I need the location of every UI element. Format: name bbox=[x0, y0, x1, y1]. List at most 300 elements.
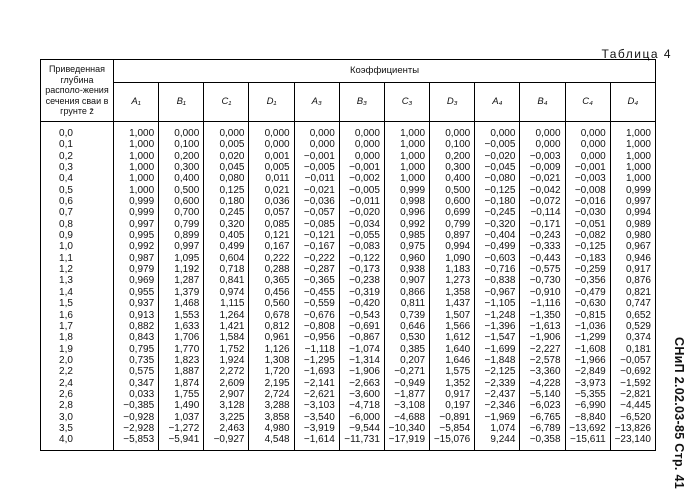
table-row bbox=[41, 196, 656, 207]
coefficient-cell: 0,917 bbox=[610, 264, 655, 275]
coefficient-cell: 0,989 bbox=[610, 219, 655, 230]
coefficient-cell: 0,000 bbox=[520, 139, 565, 150]
coefficient-cell: −0,125 bbox=[565, 241, 610, 252]
coefficient-cell: −0,005 bbox=[475, 139, 520, 150]
coefficient-cell: 0,181 bbox=[610, 344, 655, 355]
table-row bbox=[41, 400, 656, 411]
coefficient-cell: −0,603 bbox=[475, 253, 520, 264]
coefficient-cell: 0,500 bbox=[430, 185, 475, 196]
coefficient-cell: 0,000 bbox=[294, 139, 339, 150]
coefficient-cell: 1,421 bbox=[204, 321, 249, 332]
depth-column-header: Приведенная глубина располо-жения сечения сваи в грунте z̄ bbox=[41, 60, 114, 122]
coefficient-cell: 0,975 bbox=[384, 241, 429, 252]
coefficient-cell: −0,167 bbox=[294, 241, 339, 252]
coefficient-cell: 1,000 bbox=[114, 173, 159, 184]
coefficient-cell: −0,051 bbox=[565, 219, 610, 230]
coefficient-cell: −1,105 bbox=[475, 298, 520, 309]
coefficient-cell: 0,987 bbox=[114, 253, 159, 264]
coefficient-cell: 0,735 bbox=[114, 355, 159, 366]
coefficient-cell: 1,646 bbox=[430, 355, 475, 366]
coefficient-cell: 1,287 bbox=[159, 275, 204, 286]
column-header: A₁ bbox=[114, 83, 159, 122]
coefficient-cell: −0,271 bbox=[384, 366, 429, 377]
coefficient-cell: −2,227 bbox=[520, 344, 565, 355]
depth-cell: 0,7 bbox=[41, 207, 114, 218]
coefficient-cell: −0,001 bbox=[294, 151, 339, 162]
coefficient-cell: 0,125 bbox=[204, 185, 249, 196]
depth-cell: 3,0 bbox=[41, 412, 114, 423]
coefficient-cell: 0,200 bbox=[159, 151, 204, 162]
coefficient-cell: 0,994 bbox=[610, 207, 655, 218]
depth-cell: 2,0 bbox=[41, 355, 114, 366]
depth-cell: 2,4 bbox=[41, 378, 114, 389]
coefficient-cell: 1,000 bbox=[384, 151, 429, 162]
coefficient-cell: −0,080 bbox=[475, 173, 520, 184]
coefficient-cell: 0,245 bbox=[204, 207, 249, 218]
coefficient-cell: 1,000 bbox=[384, 122, 429, 140]
coefficient-cell: 0,499 bbox=[204, 241, 249, 252]
coefficient-cell: 1,000 bbox=[114, 162, 159, 173]
coefficient-cell: −0,259 bbox=[565, 264, 610, 275]
coefficient-cell: −0,171 bbox=[520, 219, 565, 230]
coefficient-cell: 9,244 bbox=[475, 434, 520, 450]
coefficient-cell: 1,566 bbox=[430, 321, 475, 332]
coefficient-cell: 0,604 bbox=[204, 253, 249, 264]
coefficient-cell: −0,055 bbox=[339, 230, 384, 241]
table-row bbox=[41, 241, 656, 252]
table-row bbox=[41, 287, 656, 298]
coefficient-cell: −15,076 bbox=[430, 434, 475, 450]
depth-cell: 2,6 bbox=[41, 389, 114, 400]
coefficient-cell: 1,000 bbox=[610, 151, 655, 162]
depth-cell: 0,3 bbox=[41, 162, 114, 173]
coefficient-cell: −5,854 bbox=[430, 423, 475, 434]
coefficient-cell: 0,385 bbox=[384, 344, 429, 355]
coefficient-cell: 0,036 bbox=[249, 196, 294, 207]
table-row bbox=[41, 355, 656, 366]
coefficient-cell: −0,543 bbox=[339, 310, 384, 321]
table-row bbox=[41, 173, 656, 184]
coefficient-cell: 0,955 bbox=[114, 287, 159, 298]
coefficient-cell: 0,600 bbox=[159, 196, 204, 207]
coefficient-cell: 0,033 bbox=[114, 389, 159, 400]
coefficient-cell: 0,999 bbox=[384, 185, 429, 196]
coefficient-cell: −0,956 bbox=[294, 332, 339, 343]
document-reference: СНиП 2.02.03-85 Стр. 41 bbox=[672, 336, 686, 489]
coefficient-cell: −0,243 bbox=[520, 230, 565, 241]
coefficient-cell: −2,578 bbox=[520, 355, 565, 366]
coefficient-cell: −2,621 bbox=[294, 389, 339, 400]
coefficient-cell: −3,540 bbox=[294, 412, 339, 423]
coefficient-cell: 0,699 bbox=[430, 207, 475, 218]
coefficient-cell: −2,141 bbox=[294, 378, 339, 389]
coefficient-cell: 1,308 bbox=[249, 355, 294, 366]
coefficient-cell: −0,867 bbox=[339, 332, 384, 343]
table-row bbox=[41, 378, 656, 389]
depth-cell: 0,2 bbox=[41, 151, 114, 162]
coefficient-cell: −0,016 bbox=[565, 196, 610, 207]
coefficient-cell: 1,000 bbox=[384, 162, 429, 173]
coefficient-cell: 1,584 bbox=[204, 332, 249, 343]
coefficient-cell: 2,463 bbox=[204, 423, 249, 434]
coefficient-cell: −1,314 bbox=[339, 355, 384, 366]
table-row bbox=[41, 344, 656, 355]
coefficient-cell: 3,128 bbox=[204, 400, 249, 411]
coefficient-cell: 1,000 bbox=[384, 139, 429, 150]
table-row bbox=[41, 321, 656, 332]
coefficient-cell: 0,560 bbox=[249, 298, 294, 309]
coefficient-cell: −0,238 bbox=[339, 275, 384, 286]
depth-cell: 4,0 bbox=[41, 434, 114, 450]
coefficient-cell: 0,529 bbox=[610, 321, 655, 332]
coefficient-cell: 3,858 bbox=[249, 412, 294, 423]
table-row bbox=[41, 298, 656, 309]
depth-cell: 1,0 bbox=[41, 241, 114, 252]
coefficient-cell: 1,924 bbox=[204, 355, 249, 366]
table-row bbox=[41, 423, 656, 434]
coefficient-cell: −1,299 bbox=[565, 332, 610, 343]
coefficient-cell: −5,941 bbox=[159, 434, 204, 450]
coefficient-cell: −5,140 bbox=[520, 389, 565, 400]
coefficient-cell: 1,437 bbox=[430, 298, 475, 309]
coefficient-cell: −4,718 bbox=[339, 400, 384, 411]
depth-cell: 0,1 bbox=[41, 139, 114, 150]
coefficient-cell: −0,003 bbox=[565, 173, 610, 184]
coefficient-columns-header-row bbox=[41, 83, 656, 122]
coefficient-cell: 0,045 bbox=[204, 162, 249, 173]
coefficient-cell: 0,500 bbox=[159, 185, 204, 196]
coefficient-cell: 2,724 bbox=[249, 389, 294, 400]
coefficient-cell: 3,225 bbox=[204, 412, 249, 423]
coefficient-cell: −0,716 bbox=[475, 264, 520, 275]
coefficient-cell: 0,000 bbox=[339, 151, 384, 162]
depth-cell: 0,0 bbox=[41, 122, 114, 140]
coefficient-cell: 0,747 bbox=[610, 298, 655, 309]
table-body bbox=[41, 122, 656, 451]
coefficient-cell: −0,559 bbox=[294, 298, 339, 309]
coefficient-cell: 0,000 bbox=[430, 122, 475, 140]
coefficient-cell: 0,961 bbox=[249, 332, 294, 343]
depth-cell: 1,9 bbox=[41, 344, 114, 355]
coefficient-cell: 0,995 bbox=[114, 230, 159, 241]
column-header: C₄ bbox=[565, 83, 610, 122]
coefficient-cell: 0,997 bbox=[114, 219, 159, 230]
depth-cell: 3,5 bbox=[41, 423, 114, 434]
coefficient-cell: −0,011 bbox=[339, 196, 384, 207]
coefficient-cell: −0,455 bbox=[294, 287, 339, 298]
coefficient-cell: 4,980 bbox=[249, 423, 294, 434]
table-row bbox=[41, 219, 656, 230]
coefficient-cell: −11,731 bbox=[339, 434, 384, 450]
coefficient-cell: −0,008 bbox=[565, 185, 610, 196]
coefficient-cell: 0,841 bbox=[204, 275, 249, 286]
coefficient-cell: 0,946 bbox=[610, 253, 655, 264]
table-row bbox=[41, 185, 656, 196]
coefficient-cell: −1,396 bbox=[475, 321, 520, 332]
coefficient-cell: −0,083 bbox=[339, 241, 384, 252]
coefficient-cell: −1,248 bbox=[475, 310, 520, 321]
coefficient-cell: 0,530 bbox=[384, 332, 429, 343]
coefficient-cell: −0,443 bbox=[520, 253, 565, 264]
coefficient-cell: 0,005 bbox=[249, 162, 294, 173]
coefficient-cell: −0,838 bbox=[475, 275, 520, 286]
coefficient-cell: 2,195 bbox=[249, 378, 294, 389]
depth-cell: 1,7 bbox=[41, 321, 114, 332]
coefficient-cell: −0,222 bbox=[294, 253, 339, 264]
table-row bbox=[41, 122, 656, 140]
coefficient-cell: −3,973 bbox=[565, 378, 610, 389]
coefficient-cell: 0,960 bbox=[384, 253, 429, 264]
coefficient-cell: −0,020 bbox=[339, 207, 384, 218]
table-row bbox=[41, 275, 656, 286]
coefficient-cell: 0,456 bbox=[249, 287, 294, 298]
depth-cell: 0,5 bbox=[41, 185, 114, 196]
coefficient-cell: 0,200 bbox=[430, 151, 475, 162]
coefficient-cell: 1,090 bbox=[430, 253, 475, 264]
coefficient-cell: −3,360 bbox=[520, 366, 565, 377]
coefficient-cell: −0,692 bbox=[610, 366, 655, 377]
coefficient-cell: 1,755 bbox=[159, 389, 204, 400]
coefficient-cell: 1,074 bbox=[475, 423, 520, 434]
table-row bbox=[41, 389, 656, 400]
coefficient-cell: −0,575 bbox=[520, 264, 565, 275]
depth-cell: 1,2 bbox=[41, 264, 114, 275]
coefficient-cell: −0,333 bbox=[520, 241, 565, 252]
coefficient-cell: −0,009 bbox=[520, 162, 565, 173]
coefficient-cell: 0,811 bbox=[384, 298, 429, 309]
coefficient-cell: −0,180 bbox=[475, 196, 520, 207]
coefficient-cell: −0,085 bbox=[294, 219, 339, 230]
coefficient-cell: 1,553 bbox=[159, 310, 204, 321]
coefficient-cell: 1,037 bbox=[159, 412, 204, 423]
coefficient-cell: −1,295 bbox=[294, 355, 339, 366]
coefficient-cell: 0,300 bbox=[430, 162, 475, 173]
coefficient-cell: 1,115 bbox=[204, 298, 249, 309]
coefficient-cell: −0,125 bbox=[475, 185, 520, 196]
coefficient-cell: −0,365 bbox=[294, 275, 339, 286]
coefficient-cell: 1,095 bbox=[159, 253, 204, 264]
coefficient-cell: 1,358 bbox=[430, 287, 475, 298]
coefficient-cell: −1,116 bbox=[520, 298, 565, 309]
coefficient-cell: −0,927 bbox=[204, 434, 249, 450]
table-row bbox=[41, 207, 656, 218]
coefficient-cell: 1,752 bbox=[204, 344, 249, 355]
coefficient-cell: 4,548 bbox=[249, 434, 294, 450]
table-row bbox=[41, 253, 656, 264]
coefficient-cell: −0,030 bbox=[565, 207, 610, 218]
coefficient-cell: 0,000 bbox=[294, 122, 339, 140]
coefficient-cell: 0,020 bbox=[204, 151, 249, 162]
coefficient-cell: −1,848 bbox=[475, 355, 520, 366]
coefficient-cell: 2,272 bbox=[204, 366, 249, 377]
coefficient-cell: −1,877 bbox=[384, 389, 429, 400]
coefficient-cell: −0,404 bbox=[475, 230, 520, 241]
coefficient-cell: 0,057 bbox=[249, 207, 294, 218]
coefficient-cell: −0,358 bbox=[520, 434, 565, 450]
coefficient-cell: 0,739 bbox=[384, 310, 429, 321]
coefficient-cell: 0,207 bbox=[384, 355, 429, 366]
table-row bbox=[41, 230, 656, 241]
depth-cell: 1,4 bbox=[41, 287, 114, 298]
coefficient-cell: −1,613 bbox=[520, 321, 565, 332]
coefficient-cell: 0,288 bbox=[249, 264, 294, 275]
coefficient-cell: 1,000 bbox=[114, 139, 159, 150]
depth-cell: 0,9 bbox=[41, 230, 114, 241]
coefficient-cell: 0,913 bbox=[114, 310, 159, 321]
coefficient-cell: 3,288 bbox=[249, 400, 294, 411]
coefficient-cell: 2,907 bbox=[204, 389, 249, 400]
coefficient-cell: 0,080 bbox=[204, 173, 249, 184]
coefficients-table bbox=[40, 59, 656, 451]
coefficient-cell: −1,036 bbox=[565, 321, 610, 332]
coefficient-cell: 1,273 bbox=[430, 275, 475, 286]
coefficient-cell: −0,003 bbox=[520, 151, 565, 162]
coefficient-cell: −0,499 bbox=[475, 241, 520, 252]
coefficient-cell: −23,140 bbox=[610, 434, 655, 450]
coefficient-cell: −1,608 bbox=[565, 344, 610, 355]
coefficient-cell: 1,000 bbox=[114, 151, 159, 162]
coefficient-cell: 0,405 bbox=[204, 230, 249, 241]
coefficient-cell: −0,319 bbox=[339, 287, 384, 298]
coefficient-cell: 0,937 bbox=[114, 298, 159, 309]
coefficient-cell: 0,222 bbox=[249, 253, 294, 264]
coefficient-cell: −0,021 bbox=[294, 185, 339, 196]
coefficient-cell: 0,938 bbox=[384, 264, 429, 275]
coefficient-cell: 1,823 bbox=[159, 355, 204, 366]
coefficient-cell: 0,917 bbox=[430, 389, 475, 400]
column-header: D₃ bbox=[430, 83, 475, 122]
coefficient-cell: −1,074 bbox=[339, 344, 384, 355]
coefficient-cell: 0,700 bbox=[159, 207, 204, 218]
depth-cell: 0,4 bbox=[41, 173, 114, 184]
coefficient-cell: 1,770 bbox=[159, 344, 204, 355]
coefficient-cell: 0,652 bbox=[610, 310, 655, 321]
coefficient-cell: −0,045 bbox=[475, 162, 520, 173]
coefficient-cell: 0,969 bbox=[114, 275, 159, 286]
coefficient-cell: −5,355 bbox=[565, 389, 610, 400]
column-header: B₃ bbox=[339, 83, 384, 122]
depth-cell: 2,2 bbox=[41, 366, 114, 377]
coefficient-cell: 0,000 bbox=[475, 122, 520, 140]
coefficient-cell: −0,420 bbox=[339, 298, 384, 309]
coefficient-cell: 0,100 bbox=[159, 139, 204, 150]
coefficient-cell: 1,183 bbox=[430, 264, 475, 275]
coefficient-cell: −0,385 bbox=[114, 400, 159, 411]
coefficient-cell: 1,379 bbox=[159, 287, 204, 298]
coefficient-cell: 0,180 bbox=[204, 196, 249, 207]
coefficient-cell: 1,000 bbox=[610, 162, 655, 173]
coefficient-cell: 1,000 bbox=[610, 173, 655, 184]
coefficient-cell: −2,821 bbox=[610, 389, 655, 400]
coefficients-group-header: Коэффициенты bbox=[114, 60, 656, 83]
coefficient-cell: 0,974 bbox=[204, 287, 249, 298]
coefficient-cell: 0,000 bbox=[339, 139, 384, 150]
coefficient-cell: 0,997 bbox=[159, 241, 204, 252]
coefficient-cell: 1,352 bbox=[430, 378, 475, 389]
coefficient-cell: 0,000 bbox=[520, 122, 565, 140]
coefficient-cell: −0,967 bbox=[475, 287, 520, 298]
coefficient-cell: 1,575 bbox=[430, 366, 475, 377]
coefficient-cell: 0,967 bbox=[610, 241, 655, 252]
coefficient-cell: −0,005 bbox=[294, 162, 339, 173]
coefficient-cell: −0,005 bbox=[339, 185, 384, 196]
coefficient-cell: 0,646 bbox=[384, 321, 429, 332]
coefficient-cell: −6,023 bbox=[520, 400, 565, 411]
coefficient-cell: −13,826 bbox=[610, 423, 655, 434]
coefficient-cell: −1,906 bbox=[520, 332, 565, 343]
coefficient-cell: 0,980 bbox=[610, 230, 655, 241]
coefficient-cell: −1,966 bbox=[565, 355, 610, 366]
coefficient-cell: 1,000 bbox=[114, 185, 159, 196]
coefficient-cell: −0,114 bbox=[520, 207, 565, 218]
coefficient-cell: 0,374 bbox=[610, 332, 655, 343]
coefficient-cell: −0,036 bbox=[294, 196, 339, 207]
coefficient-cell: 2,609 bbox=[204, 378, 249, 389]
coefficient-cell: 0,997 bbox=[610, 196, 655, 207]
coefficient-cell: −0,479 bbox=[565, 287, 610, 298]
table-row bbox=[41, 332, 656, 343]
coefficient-cell: −1,547 bbox=[475, 332, 520, 343]
coefficient-cell: 0,600 bbox=[430, 196, 475, 207]
coefficient-cell: −0,042 bbox=[520, 185, 565, 196]
coefficient-cell: 1,507 bbox=[430, 310, 475, 321]
column-header: D₁ bbox=[249, 83, 294, 122]
coefficient-cell: 0,866 bbox=[384, 287, 429, 298]
table-row bbox=[41, 151, 656, 162]
table-row bbox=[41, 310, 656, 321]
coefficient-cell: 0,899 bbox=[159, 230, 204, 241]
depth-cell: 1,3 bbox=[41, 275, 114, 286]
coefficient-cell: 0,005 bbox=[204, 139, 249, 150]
coefficient-cell: −0,001 bbox=[565, 162, 610, 173]
coefficient-cell: −6,990 bbox=[565, 400, 610, 411]
coefficient-cell: −13,692 bbox=[565, 423, 610, 434]
coefficient-cell: 0,897 bbox=[430, 230, 475, 241]
coefficient-cell: −1,350 bbox=[520, 310, 565, 321]
depth-cell: 1,1 bbox=[41, 253, 114, 264]
column-header: A₃ bbox=[294, 83, 339, 122]
coefficient-cell: −6,520 bbox=[610, 412, 655, 423]
coefficient-cell: −1,118 bbox=[294, 344, 339, 355]
column-header: C₁ bbox=[204, 83, 249, 122]
coefficient-cell: 1,000 bbox=[384, 173, 429, 184]
coefficient-cell: −2,437 bbox=[475, 389, 520, 400]
coefficient-cell: −3,919 bbox=[294, 423, 339, 434]
coefficient-cell: 0,347 bbox=[114, 378, 159, 389]
depth-cell: 0,8 bbox=[41, 219, 114, 230]
coefficient-cell: 1,874 bbox=[159, 378, 204, 389]
coefficient-cell: −2,928 bbox=[114, 423, 159, 434]
coefficient-cell: 0,011 bbox=[249, 173, 294, 184]
coefficient-cell: −5,853 bbox=[114, 434, 159, 450]
coefficient-cell: −0,183 bbox=[565, 253, 610, 264]
coefficient-cell: −0,320 bbox=[475, 219, 520, 230]
coefficient-cell: 0,882 bbox=[114, 321, 159, 332]
coefficient-cell: 0,998 bbox=[384, 196, 429, 207]
coefficient-cell: −0,928 bbox=[114, 412, 159, 423]
coefficient-cell: 0,000 bbox=[204, 122, 249, 140]
coefficient-cell: −4,445 bbox=[610, 400, 655, 411]
depth-cell: 1,6 bbox=[41, 310, 114, 321]
coefficient-cell: −4,688 bbox=[384, 412, 429, 423]
coefficient-cell: 0,678 bbox=[249, 310, 294, 321]
coefficient-cell: −2,849 bbox=[565, 366, 610, 377]
coefficient-cell: −1,614 bbox=[294, 434, 339, 450]
coefficient-cell: 1,000 bbox=[610, 139, 655, 150]
coefficient-cell: −0,034 bbox=[339, 219, 384, 230]
coefficient-cell: 1,633 bbox=[159, 321, 204, 332]
coefficient-cell: 0,085 bbox=[249, 219, 294, 230]
